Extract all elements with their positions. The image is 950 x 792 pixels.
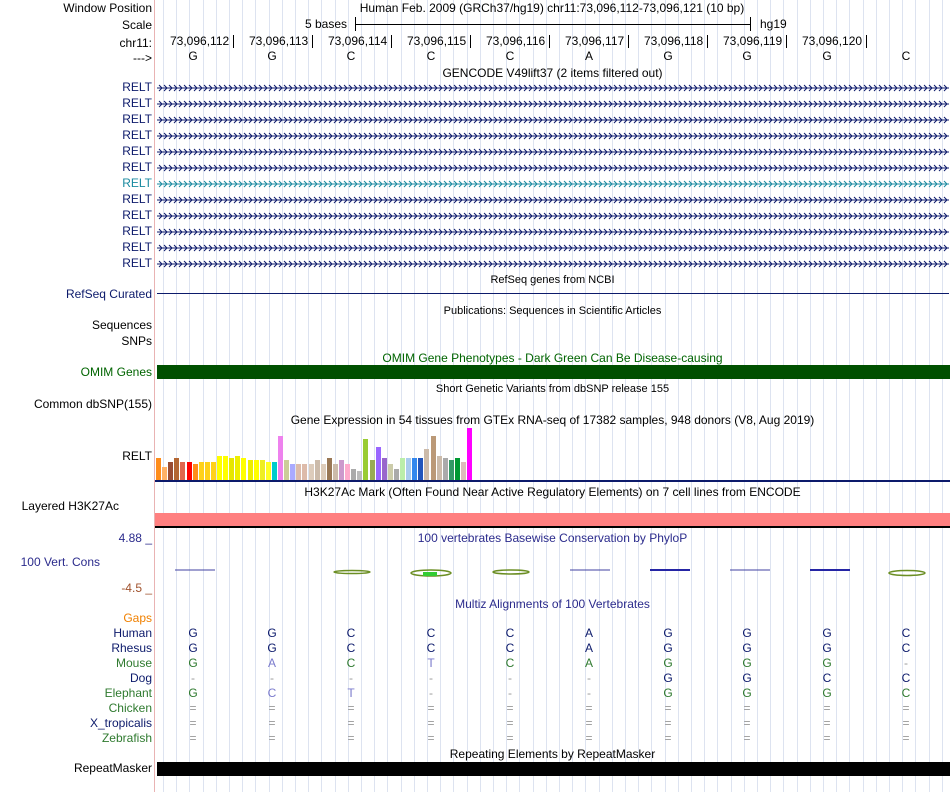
multiz-base: - [270, 671, 274, 685]
strand-label[interactable]: ---> [133, 51, 152, 65]
h3k27-signal[interactable] [155, 513, 950, 526]
multiz-base: T [427, 656, 435, 670]
multiz-base: G [822, 641, 832, 655]
refseq-track-title[interactable]: RefSeq genes from NCBI [490, 274, 615, 286]
gencode-item-label[interactable]: RELT [122, 208, 152, 222]
gtex-bar[interactable] [211, 462, 216, 480]
scale-bar [355, 17, 751, 31]
reference-base: G [663, 49, 673, 63]
gencode-transcript[interactable] [157, 196, 949, 204]
multiz-base: G [822, 656, 832, 670]
gencode-track-title[interactable]: GENCODE V49lift37 (2 items filtered out) [442, 66, 663, 80]
gtex-bar[interactable] [382, 458, 387, 480]
multiz-base: = [427, 731, 435, 745]
multiz-base: A [267, 656, 276, 670]
multiz-track-title[interactable]: Multiz Alignments of 100 Vertebrates [455, 597, 650, 611]
gtex-bar[interactable] [278, 436, 283, 480]
gtex-bar[interactable] [406, 458, 411, 480]
dbsnp-label[interactable]: Common dbSNP(155) [33, 397, 152, 411]
multiz-base: G [188, 686, 198, 700]
gtex-bar[interactable] [272, 462, 277, 480]
reference-base: G [822, 49, 832, 63]
multiz-species-label[interactable]: Chicken [108, 701, 152, 715]
multiz-base: = [268, 731, 276, 745]
sequences-label[interactable]: Sequences [91, 318, 152, 332]
gencode-transcript[interactable] [157, 260, 949, 268]
h3k27-track-title[interactable]: H3K27Ac Mark (Often Found Near Active Regulatory Elements) on 7 cell lines from ENCODE [304, 485, 801, 499]
gencode-item-label[interactable]: RELT [122, 240, 152, 254]
position-tick: 73,096,115 [407, 35, 471, 48]
multiz-base: A [584, 656, 593, 670]
gtex-track-title[interactable]: Gene Expression in 54 tissues from GTEx RNA-seq of 17382 samples, 948 donors (V8, Aug 2019) [290, 413, 815, 427]
multiz-base: = [268, 701, 276, 715]
gtex-bar[interactable] [431, 436, 436, 480]
gencode-transcript[interactable] [157, 116, 949, 124]
gencode-item-label[interactable]: RELT [122, 176, 152, 190]
gtex-bar[interactable] [315, 460, 320, 480]
multiz-base: = [506, 731, 514, 745]
multiz-base: G [663, 656, 673, 670]
multiz-base: = [585, 716, 593, 730]
label-separator [154, 0, 155, 792]
multiz-base: C [426, 626, 436, 640]
gtex-bar[interactable] [235, 456, 240, 480]
gencode-item-label[interactable]: RELT [122, 96, 152, 110]
gtex-bar[interactable] [424, 449, 429, 480]
multiz-base: C [505, 641, 515, 655]
multiz-base: C [901, 671, 911, 685]
position-tick: 73,096,112 [170, 35, 234, 48]
gtex-bar[interactable] [345, 464, 350, 480]
gtex-bar[interactable] [449, 460, 454, 480]
gtex-bar[interactable] [241, 458, 246, 480]
omim-label[interactable]: OMIM Genes [80, 365, 152, 379]
gencode-item-label[interactable]: RELT [122, 112, 152, 126]
multiz-base: = [902, 731, 910, 745]
refseq-line[interactable] [157, 293, 949, 294]
multiz-species-label[interactable]: Human [113, 626, 152, 640]
position-tick: 73,096,118 [644, 35, 708, 48]
phylop-mark [423, 572, 437, 576]
gtex-bar[interactable] [321, 464, 326, 480]
multiz-base: - [508, 671, 512, 685]
multiz-base: = [347, 731, 355, 745]
multiz-base: G [663, 626, 673, 640]
phylop-label[interactable]: 100 Vert. Cons [20, 555, 100, 569]
gtex-bar[interactable] [309, 464, 314, 480]
gtex-bar[interactable] [363, 439, 368, 480]
scale-label: Scale [121, 18, 152, 32]
gtex-bar[interactable] [339, 460, 344, 480]
phylop-graph[interactable] [155, 560, 950, 582]
gtex-barchart[interactable] [155, 428, 550, 480]
reference-base: C [346, 49, 356, 63]
gtex-bar[interactable] [168, 462, 173, 480]
multiz-base: C [346, 626, 356, 640]
multiz-base: = [743, 716, 751, 730]
gencode-item-label[interactable]: RELT [122, 256, 152, 270]
gencode-transcript[interactable] [157, 100, 949, 108]
gencode-item-label[interactable]: RELT [122, 144, 152, 158]
gtex-bar[interactable] [418, 458, 423, 480]
multiz-base: A [584, 626, 593, 640]
multiz-base: C [901, 626, 911, 640]
position-tick: 73,096,119 [723, 35, 787, 48]
gtex-bar[interactable] [180, 462, 185, 480]
gencode-transcript[interactable] [157, 244, 949, 252]
gencode-transcript[interactable] [157, 132, 949, 140]
phylop-min-label: -4.5 _ [121, 581, 152, 595]
multiz-base: = [664, 716, 672, 730]
refseq-label[interactable]: RefSeq Curated [65, 287, 152, 301]
gtex-bar[interactable] [187, 462, 192, 480]
position-tick: 73,096,116 [486, 35, 550, 48]
gtex-bar[interactable] [388, 464, 393, 480]
multiz-base: T [347, 686, 355, 700]
multiz-base: G [267, 641, 277, 655]
multiz-base: = [823, 701, 831, 715]
multiz-base: C [346, 641, 356, 655]
assembly-title: Human Feb. 2009 (GRCh37/hg19) chr11:73,096,112-73,096,121 (10 bp) [359, 1, 745, 15]
gtex-bar[interactable] [229, 458, 234, 480]
multiz-base: G [822, 626, 832, 640]
multiz-base: - [429, 671, 433, 685]
gtex-bar[interactable] [400, 458, 405, 480]
multiz-base: A [584, 641, 593, 655]
multiz-base: G [188, 641, 198, 655]
multiz-base: C [505, 626, 515, 640]
gtex-bar[interactable] [467, 428, 472, 480]
multiz-base: - [429, 686, 433, 700]
gtex-gene-label[interactable]: RELT [122, 449, 152, 463]
multiz-base: - [508, 686, 512, 700]
multiz-base: = [585, 701, 593, 715]
reference-base: G [188, 49, 198, 63]
gtex-bar[interactable] [217, 456, 222, 480]
gtex-bar[interactable] [223, 456, 228, 480]
multiz-base: C [346, 656, 356, 670]
multiz-base: G [663, 671, 673, 685]
multiz-base: G [742, 626, 752, 640]
multiz-base: = [902, 701, 910, 715]
gtex-bar[interactable] [199, 462, 204, 480]
chrom-label: chr11: [119, 36, 152, 50]
multiz-base: G [663, 641, 673, 655]
gtex-bar[interactable] [254, 460, 259, 480]
gtex-bar[interactable] [174, 458, 179, 480]
multiz-base: G [822, 686, 832, 700]
gtex-bar[interactable] [394, 469, 399, 480]
gtex-bar[interactable] [443, 458, 448, 480]
multiz-species-label[interactable]: X_tropicalis [89, 716, 152, 730]
position-tick: 73,096,113 [249, 35, 313, 48]
multiz-base: C [901, 641, 911, 655]
reference-base: G [267, 49, 277, 63]
gencode-item-label[interactable]: RELT [122, 224, 152, 238]
multiz-base: = [189, 701, 197, 715]
multiz-base: G [742, 686, 752, 700]
multiz-base: = [823, 716, 831, 730]
multiz-base: C [426, 641, 436, 655]
multiz-base: = [189, 716, 197, 730]
multiz-base: - [349, 671, 353, 685]
gtex-bar[interactable] [266, 462, 271, 480]
gencode-item-label[interactable]: RELT [122, 160, 152, 174]
gencode-transcript[interactable] [157, 148, 949, 156]
multiz-base: C [901, 686, 911, 700]
multiz-base: = [427, 716, 435, 730]
multiz-base: = [268, 716, 276, 730]
multiz-base: G [188, 626, 198, 640]
gtex-bar[interactable] [205, 462, 210, 480]
multiz-species-label[interactable]: Rhesus [111, 641, 152, 655]
gtex-bar[interactable] [351, 469, 356, 480]
multiz-base: = [743, 701, 751, 715]
gtex-bar[interactable] [156, 458, 161, 480]
multiz-base: C [267, 686, 277, 700]
multiz-base: = [823, 731, 831, 745]
multiz-species-label[interactable]: Elephant [104, 686, 152, 700]
gencode-transcript[interactable] [157, 84, 949, 92]
multiz-species-label[interactable]: Zebrafish [101, 731, 152, 745]
gencode-transcript[interactable] [157, 180, 949, 188]
window-position-label[interactable]: Window Position [63, 1, 152, 15]
repeatmasker-feature[interactable] [157, 762, 950, 776]
position-tick: 73,096,120 [802, 35, 867, 48]
gencode-transcript[interactable] [157, 164, 949, 172]
gencode-item-label[interactable]: RELT [122, 192, 152, 206]
multiz-base: - [904, 656, 908, 670]
reference-base: C [426, 49, 436, 63]
multiz-base: G [663, 686, 673, 700]
multiz-base: G [267, 626, 277, 640]
gtex-bar[interactable] [357, 471, 362, 480]
gtex-bar[interactable] [461, 462, 466, 480]
phylop-mark [889, 571, 925, 576]
gtex-bar[interactable] [437, 456, 442, 480]
gtex-bar[interactable] [248, 460, 253, 480]
multiz-base: = [902, 716, 910, 730]
publications-track-title[interactable]: Publications: Sequences in Scientific Articles [443, 305, 662, 317]
scale-db: hg19 [760, 17, 787, 31]
position-tick: 73,096,117 [565, 35, 629, 48]
multiz-base: = [347, 716, 355, 730]
phylop-max-label: 4.88 _ [118, 531, 152, 545]
gtex-bar[interactable] [333, 464, 338, 480]
multiz-base: C [505, 656, 515, 670]
scale-bases: 5 bases [305, 17, 348, 31]
gaps-label[interactable]: Gaps [123, 611, 152, 625]
multiz-base: = [743, 731, 751, 745]
multiz-base: - [587, 671, 591, 685]
snps-label[interactable]: SNPs [121, 334, 152, 348]
gtex-bar[interactable] [370, 460, 375, 480]
repeatmasker-label[interactable]: RepeatMasker [73, 761, 152, 775]
gencode-transcript[interactable] [157, 212, 949, 220]
gtex-bar[interactable] [302, 464, 307, 480]
position-tick: 73,096,114 [328, 35, 392, 48]
gtex-baseline [155, 480, 950, 482]
gencode-item-label[interactable]: RELT [122, 128, 152, 142]
h3k27-baseline [155, 526, 950, 528]
omim-track-title[interactable]: OMIM Gene Phenotypes - Dark Green Can Be Disease-causing [382, 351, 723, 365]
multiz-base: = [506, 716, 514, 730]
gtex-bar[interactable] [284, 460, 289, 480]
multiz-base: = [506, 701, 514, 715]
multiz-base: = [585, 731, 593, 745]
multiz-base: = [347, 701, 355, 715]
phylop-track-title[interactable]: 100 vertebrates Basewise Conservation by PhyloP [417, 531, 688, 545]
omim-feature[interactable] [157, 365, 950, 379]
h3k27-label[interactable]: Layered H3K27Ac [21, 499, 119, 513]
multiz-species-label[interactable]: Mouse [115, 656, 152, 670]
gencode-item-label[interactable]: RELT [122, 80, 152, 94]
phylop-mark [493, 570, 529, 574]
repeat-track-title[interactable]: Repeating Elements by RepeatMasker [449, 747, 656, 761]
reference-base: A [584, 49, 593, 63]
multiz-species-label[interactable]: Dog [129, 671, 152, 685]
multiz-base: G [188, 656, 198, 670]
phylop-mark [334, 571, 370, 574]
multiz-base: C [822, 671, 832, 685]
gtex-bar[interactable] [376, 447, 381, 480]
reference-base: C [505, 49, 515, 63]
gtex-bar[interactable] [455, 458, 460, 480]
multiz-base: = [664, 701, 672, 715]
gtex-bar[interactable] [412, 458, 417, 480]
multiz-base: - [587, 686, 591, 700]
gtex-bar[interactable] [162, 467, 167, 480]
gtex-bar[interactable] [193, 464, 198, 480]
reference-base: C [901, 49, 911, 63]
reference-base: G [742, 49, 752, 63]
multiz-base: = [427, 701, 435, 715]
gtex-bar[interactable] [296, 464, 301, 480]
multiz-base: G [742, 671, 752, 685]
gencode-transcript[interactable] [157, 228, 949, 236]
multiz-base: = [189, 731, 197, 745]
multiz-base: - [191, 671, 195, 685]
gtex-bar[interactable] [260, 460, 265, 480]
gtex-bar[interactable] [290, 464, 295, 480]
multiz-base: = [664, 731, 672, 745]
multiz-base: G [742, 641, 752, 655]
gtex-bar[interactable] [327, 458, 332, 480]
dbsnp-track-title[interactable]: Short Genetic Variants from dbSNP release 155 [435, 383, 670, 395]
multiz-base: G [742, 656, 752, 670]
